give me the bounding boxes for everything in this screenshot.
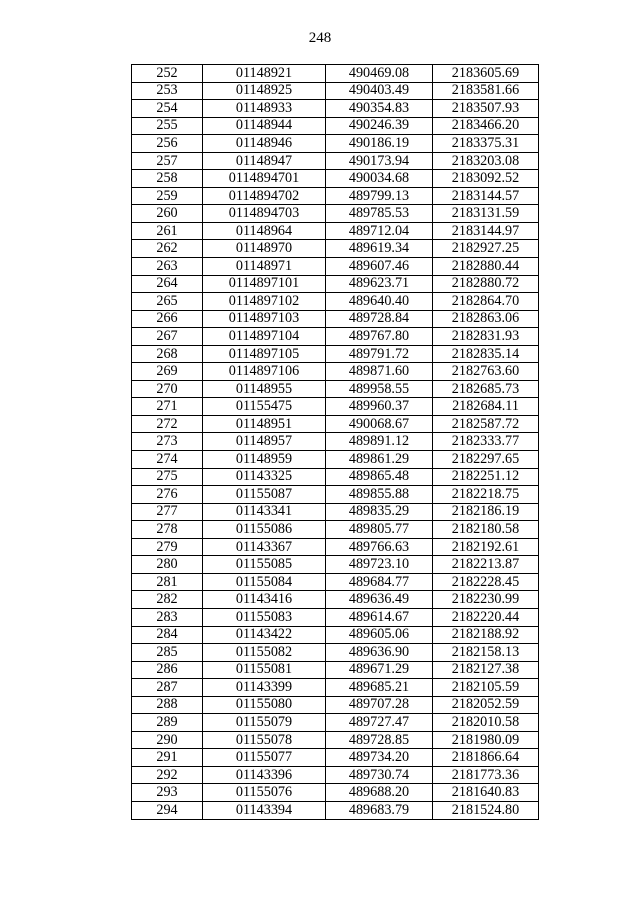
table-row	[132, 644, 539, 662]
point-id-cell: 01155475	[203, 398, 326, 416]
point-number-cell: 287	[132, 679, 203, 697]
x-coordinate-cell: 489799.13	[326, 187, 433, 205]
x-coordinate-cell: 489723.10	[326, 556, 433, 574]
y-coordinate-cell: 2182158.13	[433, 644, 539, 662]
y-coordinate-cell: 2182192.61	[433, 538, 539, 556]
table-row	[132, 556, 539, 574]
x-coordinate-cell: 490186.19	[326, 135, 433, 153]
point-id-cell: 01143396	[203, 766, 326, 784]
point-id-cell: 0114894701	[203, 170, 326, 188]
point-id-cell: 01143422	[203, 626, 326, 644]
table-row	[132, 222, 539, 240]
point-id-cell: 01148944	[203, 117, 326, 135]
y-coordinate-cell: 2183144.97	[433, 222, 539, 240]
point-id-cell: 0114897103	[203, 310, 326, 328]
table-row	[132, 468, 539, 486]
point-id-cell: 01148955	[203, 380, 326, 398]
y-coordinate-cell: 2182213.87	[433, 556, 539, 574]
point-number-cell: 290	[132, 731, 203, 749]
x-coordinate-cell: 489688.20	[326, 784, 433, 802]
x-coordinate-cell: 489871.60	[326, 363, 433, 381]
y-coordinate-cell: 2182587.72	[433, 415, 539, 433]
table-row	[132, 801, 539, 819]
point-id-cell: 01155084	[203, 573, 326, 591]
point-number-cell: 280	[132, 556, 203, 574]
x-coordinate-cell: 489685.21	[326, 679, 433, 697]
point-id-cell: 01155085	[203, 556, 326, 574]
table-row	[132, 503, 539, 521]
point-id-cell: 0114897102	[203, 293, 326, 311]
point-id-cell: 01143367	[203, 538, 326, 556]
y-coordinate-cell: 2182251.12	[433, 468, 539, 486]
y-coordinate-cell: 2182927.25	[433, 240, 539, 258]
x-coordinate-cell: 489865.48	[326, 468, 433, 486]
point-number-cell: 252	[132, 65, 203, 83]
x-coordinate-cell: 490469.08	[326, 65, 433, 83]
point-id-cell: 01155087	[203, 486, 326, 504]
point-id-cell: 01155080	[203, 696, 326, 714]
point-number-cell: 271	[132, 398, 203, 416]
point-number-cell: 294	[132, 801, 203, 819]
x-coordinate-cell: 489730.74	[326, 766, 433, 784]
table-row	[132, 696, 539, 714]
point-number-cell: 253	[132, 82, 203, 100]
point-number-cell: 256	[132, 135, 203, 153]
point-id-cell: 0114894702	[203, 187, 326, 205]
table-row	[132, 731, 539, 749]
table-row	[132, 135, 539, 153]
y-coordinate-cell: 2183375.31	[433, 135, 539, 153]
y-coordinate-cell: 2181980.09	[433, 731, 539, 749]
y-coordinate-cell: 2182297.65	[433, 451, 539, 469]
table-row	[132, 486, 539, 504]
coordinates-table	[131, 64, 539, 820]
point-id-cell: 01148933	[203, 100, 326, 118]
page-number: 248	[308, 30, 332, 46]
x-coordinate-cell: 489623.71	[326, 275, 433, 293]
y-coordinate-cell: 2183131.59	[433, 205, 539, 223]
x-coordinate-cell: 489861.29	[326, 451, 433, 469]
table-row	[132, 187, 539, 205]
table-row	[132, 117, 539, 135]
point-number-cell: 263	[132, 258, 203, 276]
x-coordinate-cell: 489636.49	[326, 591, 433, 609]
point-id-cell: 0114897101	[203, 275, 326, 293]
table-row	[132, 380, 539, 398]
table-row	[132, 766, 539, 784]
y-coordinate-cell: 2182188.92	[433, 626, 539, 644]
point-id-cell: 01148957	[203, 433, 326, 451]
y-coordinate-cell: 2182685.73	[433, 380, 539, 398]
point-number-cell: 258	[132, 170, 203, 188]
point-id-cell: 01148947	[203, 152, 326, 170]
coordinates-table-body	[132, 65, 539, 820]
x-coordinate-cell: 489855.88	[326, 486, 433, 504]
point-number-cell: 276	[132, 486, 203, 504]
x-coordinate-cell: 489805.77	[326, 521, 433, 539]
point-id-cell: 01148921	[203, 65, 326, 83]
point-number-cell: 262	[132, 240, 203, 258]
table-row	[132, 328, 539, 346]
point-number-cell: 265	[132, 293, 203, 311]
y-coordinate-cell: 2183605.69	[433, 65, 539, 83]
y-coordinate-cell: 2182220.44	[433, 608, 539, 626]
x-coordinate-cell: 490403.49	[326, 82, 433, 100]
y-coordinate-cell: 2181640.83	[433, 784, 539, 802]
y-coordinate-cell: 2182763.60	[433, 363, 539, 381]
x-coordinate-cell: 489734.20	[326, 749, 433, 767]
x-coordinate-cell: 489958.55	[326, 380, 433, 398]
table-row	[132, 433, 539, 451]
point-number-cell: 275	[132, 468, 203, 486]
x-coordinate-cell: 489835.29	[326, 503, 433, 521]
y-coordinate-cell: 2181866.64	[433, 749, 539, 767]
point-number-cell: 291	[132, 749, 203, 767]
point-id-cell: 01148925	[203, 82, 326, 100]
point-number-cell: 273	[132, 433, 203, 451]
x-coordinate-cell: 489785.53	[326, 205, 433, 223]
x-coordinate-cell: 490173.94	[326, 152, 433, 170]
table-row	[132, 258, 539, 276]
point-number-cell: 283	[132, 608, 203, 626]
y-coordinate-cell: 2182831.93	[433, 328, 539, 346]
table-row	[132, 573, 539, 591]
table-row	[132, 310, 539, 328]
point-id-cell: 01155083	[203, 608, 326, 626]
y-coordinate-cell: 2182228.45	[433, 573, 539, 591]
point-id-cell: 0114897104	[203, 328, 326, 346]
point-id-cell: 01143416	[203, 591, 326, 609]
y-coordinate-cell: 2182880.44	[433, 258, 539, 276]
point-id-cell: 01148946	[203, 135, 326, 153]
point-id-cell: 0114897105	[203, 345, 326, 363]
point-number-cell: 255	[132, 117, 203, 135]
y-coordinate-cell: 2182684.11	[433, 398, 539, 416]
point-id-cell: 01155078	[203, 731, 326, 749]
point-number-cell: 279	[132, 538, 203, 556]
y-coordinate-cell: 2183092.52	[433, 170, 539, 188]
point-number-cell: 281	[132, 573, 203, 591]
y-coordinate-cell: 2182333.77	[433, 433, 539, 451]
table-row	[132, 240, 539, 258]
point-number-cell: 268	[132, 345, 203, 363]
y-coordinate-cell: 2183507.93	[433, 100, 539, 118]
y-coordinate-cell: 2181524.80	[433, 801, 539, 819]
table-row	[132, 65, 539, 83]
x-coordinate-cell: 490354.83	[326, 100, 433, 118]
table-row	[132, 363, 539, 381]
point-number-cell: 278	[132, 521, 203, 539]
table-row	[132, 100, 539, 118]
point-id-cell: 01143399	[203, 679, 326, 697]
table-row	[132, 538, 539, 556]
point-number-cell: 288	[132, 696, 203, 714]
x-coordinate-cell: 489619.34	[326, 240, 433, 258]
point-number-cell: 284	[132, 626, 203, 644]
x-coordinate-cell: 489671.29	[326, 661, 433, 679]
y-coordinate-cell: 2181773.36	[433, 766, 539, 784]
x-coordinate-cell: 489791.72	[326, 345, 433, 363]
point-id-cell: 01148964	[203, 222, 326, 240]
y-coordinate-cell: 2182127.38	[433, 661, 539, 679]
point-number-cell: 285	[132, 644, 203, 662]
table-row	[132, 679, 539, 697]
point-number-cell: 292	[132, 766, 203, 784]
point-id-cell: 01155082	[203, 644, 326, 662]
point-id-cell: 01155079	[203, 714, 326, 732]
point-number-cell: 269	[132, 363, 203, 381]
point-number-cell: 257	[132, 152, 203, 170]
point-id-cell: 01143394	[203, 801, 326, 819]
table-row	[132, 275, 539, 293]
y-coordinate-cell: 2183581.66	[433, 82, 539, 100]
x-coordinate-cell: 489605.06	[326, 626, 433, 644]
x-coordinate-cell: 490034.68	[326, 170, 433, 188]
x-coordinate-cell: 489712.04	[326, 222, 433, 240]
table-row	[132, 784, 539, 802]
y-coordinate-cell: 2182052.59	[433, 696, 539, 714]
table-row	[132, 749, 539, 767]
point-id-cell: 01155076	[203, 784, 326, 802]
point-number-cell: 286	[132, 661, 203, 679]
y-coordinate-cell: 2182105.59	[433, 679, 539, 697]
point-number-cell: 260	[132, 205, 203, 223]
point-number-cell: 282	[132, 591, 203, 609]
table-row	[132, 626, 539, 644]
point-id-cell: 01155081	[203, 661, 326, 679]
x-coordinate-cell: 489683.79	[326, 801, 433, 819]
point-number-cell: 289	[132, 714, 203, 732]
x-coordinate-cell: 489728.84	[326, 310, 433, 328]
point-id-cell: 01148971	[203, 258, 326, 276]
table-row	[132, 82, 539, 100]
x-coordinate-cell: 489640.40	[326, 293, 433, 311]
x-coordinate-cell: 489728.85	[326, 731, 433, 749]
x-coordinate-cell: 490068.67	[326, 415, 433, 433]
table-row	[132, 205, 539, 223]
point-number-cell: 277	[132, 503, 203, 521]
table-row	[132, 398, 539, 416]
point-number-cell: 293	[132, 784, 203, 802]
y-coordinate-cell: 2182863.06	[433, 310, 539, 328]
y-coordinate-cell: 2182010.58	[433, 714, 539, 732]
y-coordinate-cell: 2182186.19	[433, 503, 539, 521]
point-id-cell: 01155077	[203, 749, 326, 767]
point-number-cell: 272	[132, 415, 203, 433]
point-id-cell: 0114894703	[203, 205, 326, 223]
table-row	[132, 591, 539, 609]
table-row	[132, 345, 539, 363]
point-id-cell: 01155086	[203, 521, 326, 539]
point-number-cell: 274	[132, 451, 203, 469]
point-number-cell: 267	[132, 328, 203, 346]
y-coordinate-cell: 2183144.57	[433, 187, 539, 205]
x-coordinate-cell: 489766.63	[326, 538, 433, 556]
point-id-cell: 01148959	[203, 451, 326, 469]
table-row	[132, 714, 539, 732]
point-number-cell: 270	[132, 380, 203, 398]
point-id-cell: 01148951	[203, 415, 326, 433]
table-row	[132, 415, 539, 433]
y-coordinate-cell: 2182218.75	[433, 486, 539, 504]
table-row	[132, 608, 539, 626]
table-row	[132, 293, 539, 311]
table-row	[132, 521, 539, 539]
x-coordinate-cell: 489614.67	[326, 608, 433, 626]
y-coordinate-cell: 2182835.14	[433, 345, 539, 363]
x-coordinate-cell: 489684.77	[326, 573, 433, 591]
x-coordinate-cell: 489960.37	[326, 398, 433, 416]
x-coordinate-cell: 489607.46	[326, 258, 433, 276]
y-coordinate-cell: 2182230.99	[433, 591, 539, 609]
table-row	[132, 451, 539, 469]
point-id-cell: 01143341	[203, 503, 326, 521]
y-coordinate-cell: 2183203.08	[433, 152, 539, 170]
point-id-cell: 0114897106	[203, 363, 326, 381]
point-id-cell: 01143325	[203, 468, 326, 486]
table-row	[132, 661, 539, 679]
y-coordinate-cell: 2182864.70	[433, 293, 539, 311]
x-coordinate-cell: 489891.12	[326, 433, 433, 451]
x-coordinate-cell: 489707.28	[326, 696, 433, 714]
x-coordinate-cell: 489767.80	[326, 328, 433, 346]
point-id-cell: 01148970	[203, 240, 326, 258]
point-number-cell: 264	[132, 275, 203, 293]
point-number-cell: 259	[132, 187, 203, 205]
table-row	[132, 170, 539, 188]
y-coordinate-cell: 2182880.72	[433, 275, 539, 293]
y-coordinate-cell: 2183466.20	[433, 117, 539, 135]
point-number-cell: 254	[132, 100, 203, 118]
point-number-cell: 261	[132, 222, 203, 240]
point-number-cell: 266	[132, 310, 203, 328]
y-coordinate-cell: 2182180.58	[433, 521, 539, 539]
table-row	[132, 152, 539, 170]
x-coordinate-cell: 489727.47	[326, 714, 433, 732]
x-coordinate-cell: 490246.39	[326, 117, 433, 135]
x-coordinate-cell: 489636.90	[326, 644, 433, 662]
